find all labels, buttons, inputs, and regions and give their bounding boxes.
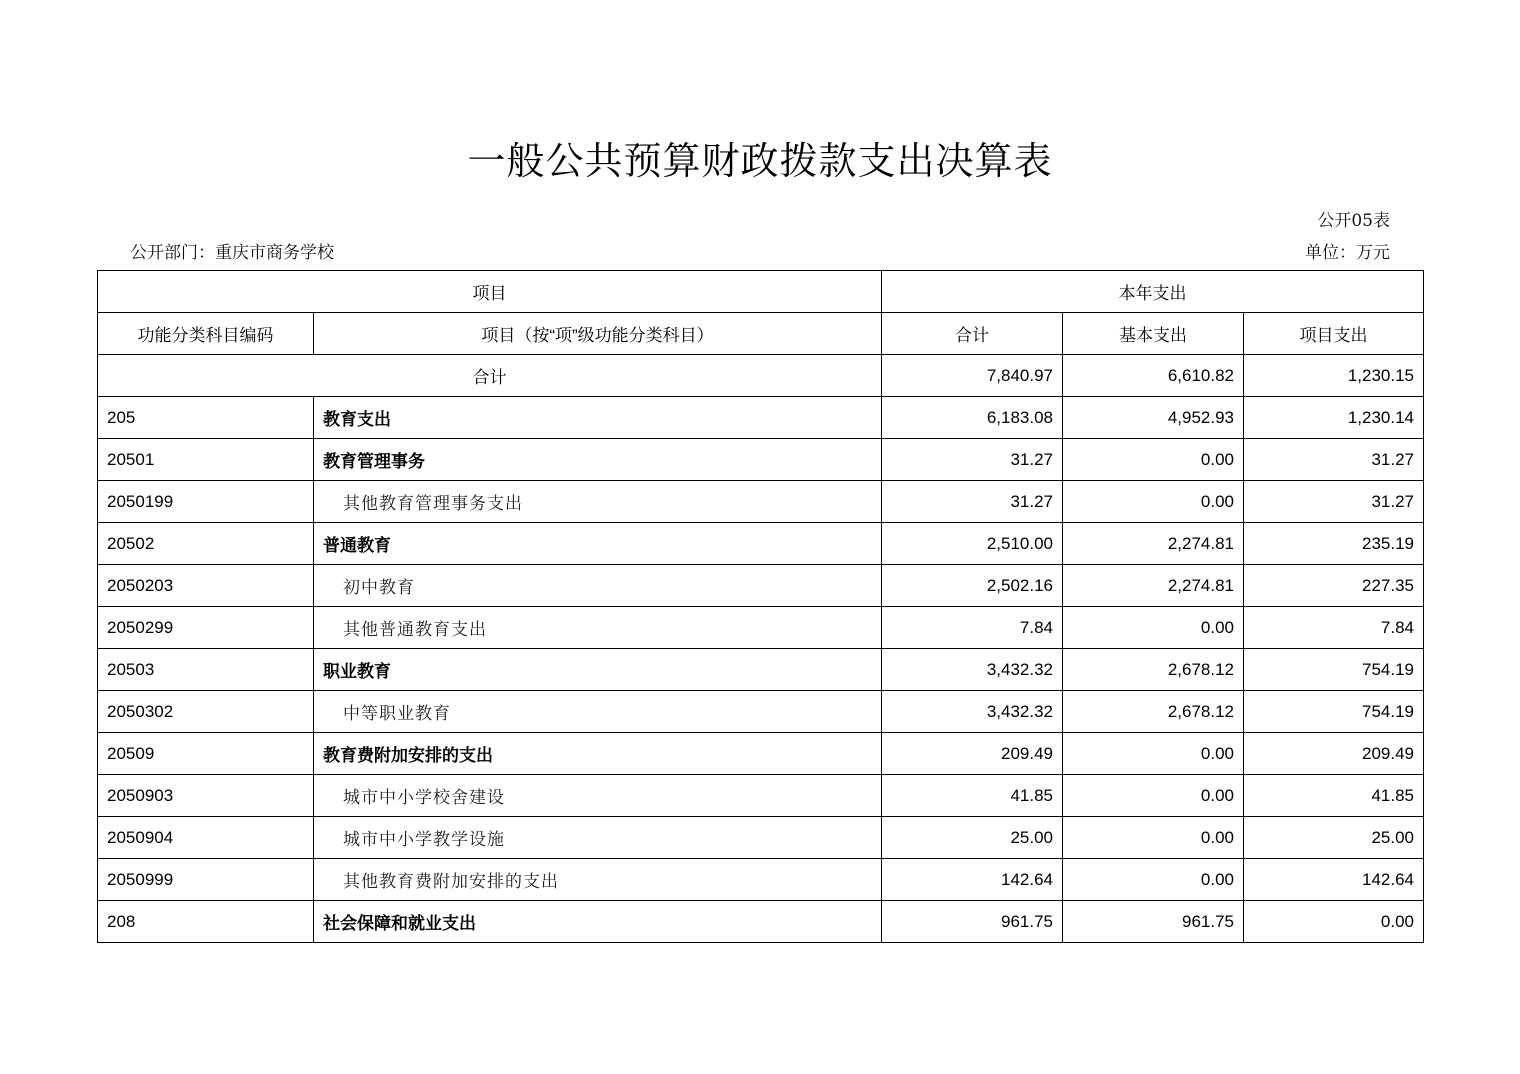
total-value: 7,840.97: [882, 355, 1063, 397]
row-code: 2050904: [98, 817, 314, 859]
table-row: [98, 565, 1424, 607]
row-project: 235.19: [1244, 523, 1424, 565]
row-total: 142.64: [882, 859, 1063, 901]
row-total: 31.27: [882, 481, 1063, 523]
row-basic: 0.00: [1063, 859, 1244, 901]
row-total: 41.85: [882, 775, 1063, 817]
row-name: 社会保障和就业支出: [314, 901, 882, 943]
row-code: 2050999: [98, 859, 314, 901]
row-total: 31.27: [882, 439, 1063, 481]
table-row: [98, 817, 1424, 859]
row-total: 25.00: [882, 817, 1063, 859]
row-code: 20502: [98, 523, 314, 565]
row-basic: 4,952.93: [1063, 397, 1244, 439]
header-row-columns: [98, 313, 1424, 355]
row-project: 7.84: [1244, 607, 1424, 649]
row-basic: 2,274.81: [1063, 565, 1244, 607]
total-label: 合计: [98, 355, 882, 397]
table-row: [98, 481, 1424, 523]
header-name: 项目（按“项”级功能分类科目）: [314, 313, 882, 355]
row-project: 754.19: [1244, 691, 1424, 733]
table-row: [98, 733, 1424, 775]
row-basic: 0.00: [1063, 481, 1244, 523]
row-project: 31.27: [1244, 439, 1424, 481]
row-basic: 0.00: [1063, 733, 1244, 775]
header-project: 项目支出: [1244, 313, 1424, 355]
row-code: 2050903: [98, 775, 314, 817]
row-basic: 0.00: [1063, 775, 1244, 817]
row-code: 20509: [98, 733, 314, 775]
row-total: 2,510.00: [882, 523, 1063, 565]
table-row: [98, 523, 1424, 565]
row-basic: 2,678.12: [1063, 649, 1244, 691]
row-project: 227.35: [1244, 565, 1424, 607]
row-total: 209.49: [882, 733, 1063, 775]
row-basic: 2,274.81: [1063, 523, 1244, 565]
total-basic-value: 6,610.82: [1063, 355, 1244, 397]
row-code: 20503: [98, 649, 314, 691]
total-project-value: 1,230.15: [1244, 355, 1424, 397]
row-project: 142.64: [1244, 859, 1424, 901]
row-code: 2050199: [98, 481, 314, 523]
table-row: [98, 859, 1424, 901]
row-project: 0.00: [1244, 901, 1424, 943]
table-code-label: 公开05表: [1317, 211, 1390, 231]
unit-label: 单位：万元: [1305, 243, 1390, 263]
row-project: 31.27: [1244, 481, 1424, 523]
row-project: 754.19: [1244, 649, 1424, 691]
row-name: 初中教育: [314, 565, 882, 607]
row-code: 2050203: [98, 565, 314, 607]
row-basic: 2,678.12: [1063, 691, 1244, 733]
page-title: 一般公共预算财政拨款支出决算表: [467, 139, 1053, 183]
row-code: 2050302: [98, 691, 314, 733]
row-total: 6,183.08: [882, 397, 1063, 439]
row-name: 城市中小学校舍建设: [314, 775, 882, 817]
row-name: 普通教育: [314, 523, 882, 565]
row-basic: 961.75: [1063, 901, 1244, 943]
row-total: 961.75: [882, 901, 1063, 943]
department-label: 公开部门：重庆市商务学校: [130, 243, 334, 263]
row-name: 教育支出: [314, 397, 882, 439]
header-row-group: [98, 271, 1424, 313]
row-project: 1,230.14: [1244, 397, 1424, 439]
table-row: [98, 691, 1424, 733]
table-row: [98, 775, 1424, 817]
row-basic: 0.00: [1063, 817, 1244, 859]
header-item-group: 项目: [98, 271, 882, 313]
row-total: 3,432.32: [882, 691, 1063, 733]
row-code: 2050299: [98, 607, 314, 649]
row-project: 209.49: [1244, 733, 1424, 775]
row-code: 20501: [98, 439, 314, 481]
row-total: 7.84: [882, 607, 1063, 649]
header-total: 合计: [882, 313, 1063, 355]
table-row: [98, 649, 1424, 691]
row-code: 208: [98, 901, 314, 943]
table-row: [98, 901, 1424, 943]
table-row: [98, 439, 1424, 481]
row-total: 3,432.32: [882, 649, 1063, 691]
row-project: 41.85: [1244, 775, 1424, 817]
row-total: 2,502.16: [882, 565, 1063, 607]
row-project: 25.00: [1244, 817, 1424, 859]
row-name: 其他教育管理事务支出: [314, 481, 882, 523]
table-row: [98, 607, 1424, 649]
row-name: 教育费附加安排的支出: [314, 733, 882, 775]
row-name: 职业教育: [314, 649, 882, 691]
header-code: 功能分类科目编码: [98, 313, 314, 355]
row-code: 205: [98, 397, 314, 439]
row-name: 中等职业教育: [314, 691, 882, 733]
row-basic: 0.00: [1063, 607, 1244, 649]
row-name: 城市中小学教学设施: [314, 817, 882, 859]
row-name: 教育管理事务: [314, 439, 882, 481]
header-current-year-group: 本年支出: [882, 271, 1424, 313]
budget-table: [97, 270, 1424, 943]
row-name: 其他教育费附加安排的支出: [314, 859, 882, 901]
total-row: [98, 355, 1424, 397]
table-row: [98, 397, 1424, 439]
row-basic: 0.00: [1063, 439, 1244, 481]
row-name: 其他普通教育支出: [314, 607, 882, 649]
header-basic: 基本支出: [1063, 313, 1244, 355]
